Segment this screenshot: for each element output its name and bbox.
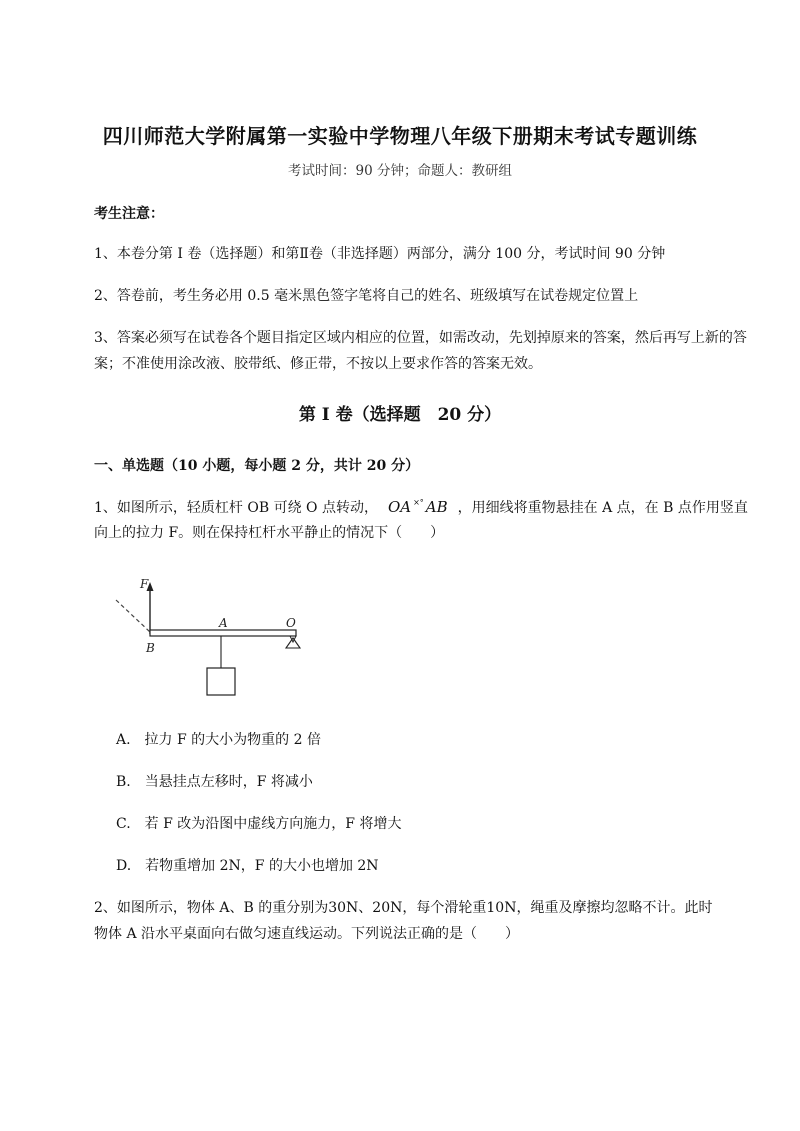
question-2-part2: ，每个滑轮重 bbox=[402, 900, 487, 916]
option-b[interactable]: B. 当悬挂点左移时，F 将减小 bbox=[116, 774, 313, 790]
question-1-stem-before: 1、如图所示，轻质杠杆 OB 可绕 O 点转动， bbox=[94, 500, 378, 516]
math-ab: AB bbox=[425, 498, 448, 516]
notice-item-1: 1、本卷分第 I 卷（选择题）和第Ⅱ卷（非选择题）两部分，满分 100 分，考试时间 90 分钟 bbox=[94, 246, 666, 262]
notice-item-2: 2、答卷前，考生务必用 0.5 毫米黑色签字笔将自己的姓名、班级填写在试卷规定位置上 bbox=[94, 288, 639, 304]
option-a[interactable]: A. 拉力 F 的大小为物重的 2 倍 bbox=[116, 732, 321, 748]
lever-diagram bbox=[110, 572, 320, 702]
ratio-expression bbox=[388, 498, 448, 516]
math-ratio-symbol: ×° bbox=[413, 498, 424, 507]
weight-b-value: 20N bbox=[372, 900, 403, 916]
question-2-part1: 2、如图所示，物体 A、B 的重分别为 bbox=[94, 900, 329, 916]
question-2-stem-line2: 物体 A 沿水平桌面向右做匀速直线运动。下列说法正确的是（ ） bbox=[94, 926, 520, 942]
part-heading: 一、单选题（10 小题，每小题 2 分，共计 20 分） bbox=[94, 458, 420, 474]
notice-heading: 考生注意： bbox=[94, 206, 164, 222]
question-2-sep: 、 bbox=[358, 900, 373, 916]
weight-a-value: 30N bbox=[328, 900, 359, 916]
option-c[interactable]: C. 若 F 改为沿图中虚线方向施力，F 将增大 bbox=[116, 816, 402, 832]
lever-bar bbox=[150, 630, 296, 636]
label-o: O bbox=[286, 616, 296, 630]
question-1-stem-after: ，用细线将重物悬挂在 A 点，在 B 点作用竖直 bbox=[457, 500, 748, 516]
math-oa: OA bbox=[387, 498, 412, 516]
label-b: B bbox=[146, 641, 155, 655]
dashed-force-line bbox=[116, 600, 150, 632]
option-d[interactable]: D. 若物重增加 2N，F 的大小也增加 2N bbox=[116, 858, 379, 874]
question-1-stem-line1 bbox=[94, 494, 754, 523]
label-f: F bbox=[140, 577, 149, 591]
section-title: 第 I 卷（选择题 20 分） bbox=[298, 405, 502, 425]
notice-item-3: 3、答案必须写在试卷各个题目指定区域内相应的位置，如需改动，先划掉原来的答案，然后再写上新的答案；不准使用涂改液、胶带纸、修正带，不按以上要求作答的答案无效。 bbox=[94, 330, 747, 372]
question-1-stem-line2: 向上的拉力 F。则在保持杠杆水平静止的情况下（ ） bbox=[94, 525, 445, 541]
page-title: 四川师范大学附属第一实验中学物理八年级下册期末考试专题训练 bbox=[102, 124, 698, 148]
exam-subtitle: 考试时间：90 分钟；命题人：教研组 bbox=[288, 163, 512, 179]
pulley-weight-value: 10N bbox=[486, 900, 517, 916]
question-2-part3: ，绳重及摩擦均忽略不计。此时 bbox=[516, 900, 713, 916]
hanging-weight bbox=[207, 668, 235, 695]
label-a: A bbox=[219, 616, 228, 630]
question-2-stem-line1 bbox=[94, 895, 754, 921]
